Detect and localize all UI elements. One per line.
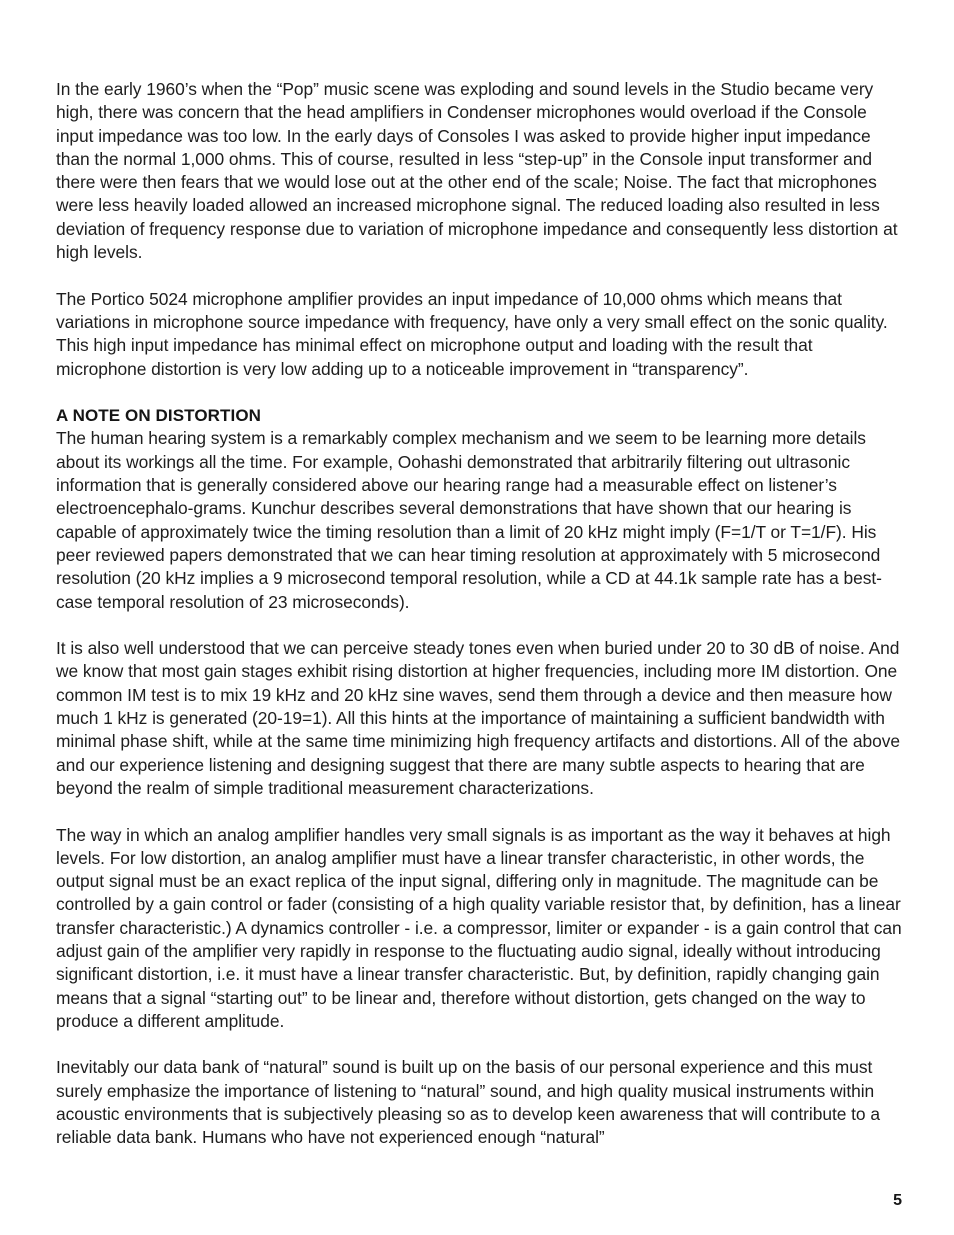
- paragraph-analog-amplifier: The way in which an analog amplifier handles very small signals is as important as the way it behaves at high levels. For low distortion, an analog amplifier must have a linear transfer characteristic, in other words, the output signal must be an exact replica of the input signal, differing only in magnitude. The magnitude can be controlled by a gain control or fader (consisting of a high quality variable resistor that, by definition, has a linear transfer characteristic.) A dynamics controller - i.e. a compressor, limiter or expander - is a gain control that can adjust gain of the amplifier very rapidly in response to the fluctuating audio signal, ideally without introducing significant distortion, i.e. it must have a linear transfer characteristic. But, by definition, rapidly changing gain means that a signal “starting out” to be linear and, therefore without distortion, gets changed on the way to produce a different amplitude.: [56, 824, 902, 1031]
- page-body: [56, 78, 906, 1150]
- paragraph-portico-impedance: The Portico 5024 microphone amplifier provides an input impedance of 10,000 ohms which means that variations in microphone source impedance with frequency, have only a very small effect on the sonic quality. This high input impedance has minimal effect on microphone output and loading with the result that microphone distortion is very low adding up to a noticeable improvement in “transparency”.: [56, 288, 888, 379]
- paragraph-spacer: [56, 264, 906, 287]
- paragraph-condenser-history: In the early 1960’s when the “Pop” music scene was exploding and sound levels in the Studio became very high, there was concern that the head amplifiers in Condenser microphones would overload if the Console input impedance was too low. In the early days of Consoles I was asked to provide higher input impedance than the normal 1,000 ohms. This of course, resulted in less “step-up” in the Console input transformer and there were then fears that we would lose out at the other end of the scale; Noise. The fact that microphones were less heavily loaded allowed an increased microphone signal. The reduced loading also resulted in less deviation of frequency response due to variation of microphone impedance and consequently less distortion at high levels.: [56, 79, 898, 263]
- paragraph-spacer: [56, 381, 906, 404]
- paragraph-spacer: [56, 800, 906, 823]
- paragraph-spacer: [56, 614, 906, 637]
- section-heading-distortion: A NOTE ON DISTORTION: [56, 406, 262, 426]
- paragraph-hearing-system: The human hearing system is a remarkably complex mechanism and we seem to be learning more details about its workings all the time. For example, Oohashi demonstrated that arbitrarily filtering out ultrasonic information that is generally considered above our hearing range had a measurable effect on listener’s electroencephalo-grams. Kunchur describes several demonstrations that have shown that our hearing is capable of approximately twice the timing resolution than a limit of 20 kHz might imply (F=1/T or T=1/F). His peer reviewed papers demonstrated that we can hear timing resolution at approximately with 5 microsecond resolution (20 kHz implies a 9 microsecond temporal resolution, while a CD at 44.1k sample rate has a best-case temporal resolution of 23 microseconds).: [56, 428, 882, 612]
- paragraph-im-distortion: It is also well understood that we can perceive steady tones even when buried under 20 to 30 dB of noise. And we know that most gain stages exhibit rising distortion at higher frequencies, including more IM distortion. One common IM test is to mix 19 kHz and 20 kHz sine waves, send them through a device and then measure how much 1 kHz is generated (20-19=1). All this hints at the importance of maintaining a sufficient bandwidth with minimal phase shift, while at the same time minimizing high frequency artifacts and distortions. All of the above and our experience listening and designing suggest that there are many subtle aspects to hearing that are beyond the realm of simple traditional measurement characterizations.: [56, 638, 901, 798]
- page-number: 5: [893, 1192, 902, 1209]
- paragraph-spacer: [56, 1033, 906, 1056]
- paragraph-natural-sound: Inevitably our data bank of “natural” sound is built up on the basis of our personal experience and this must surely emphasize the importance of listening to “natural” sound, and high quality musical instruments within acoustic environments that is subjectively pleasing so as to develop keen awareness that will contribute to a reliable data bank. Humans who have not experienced enough “natural”: [56, 1057, 880, 1148]
